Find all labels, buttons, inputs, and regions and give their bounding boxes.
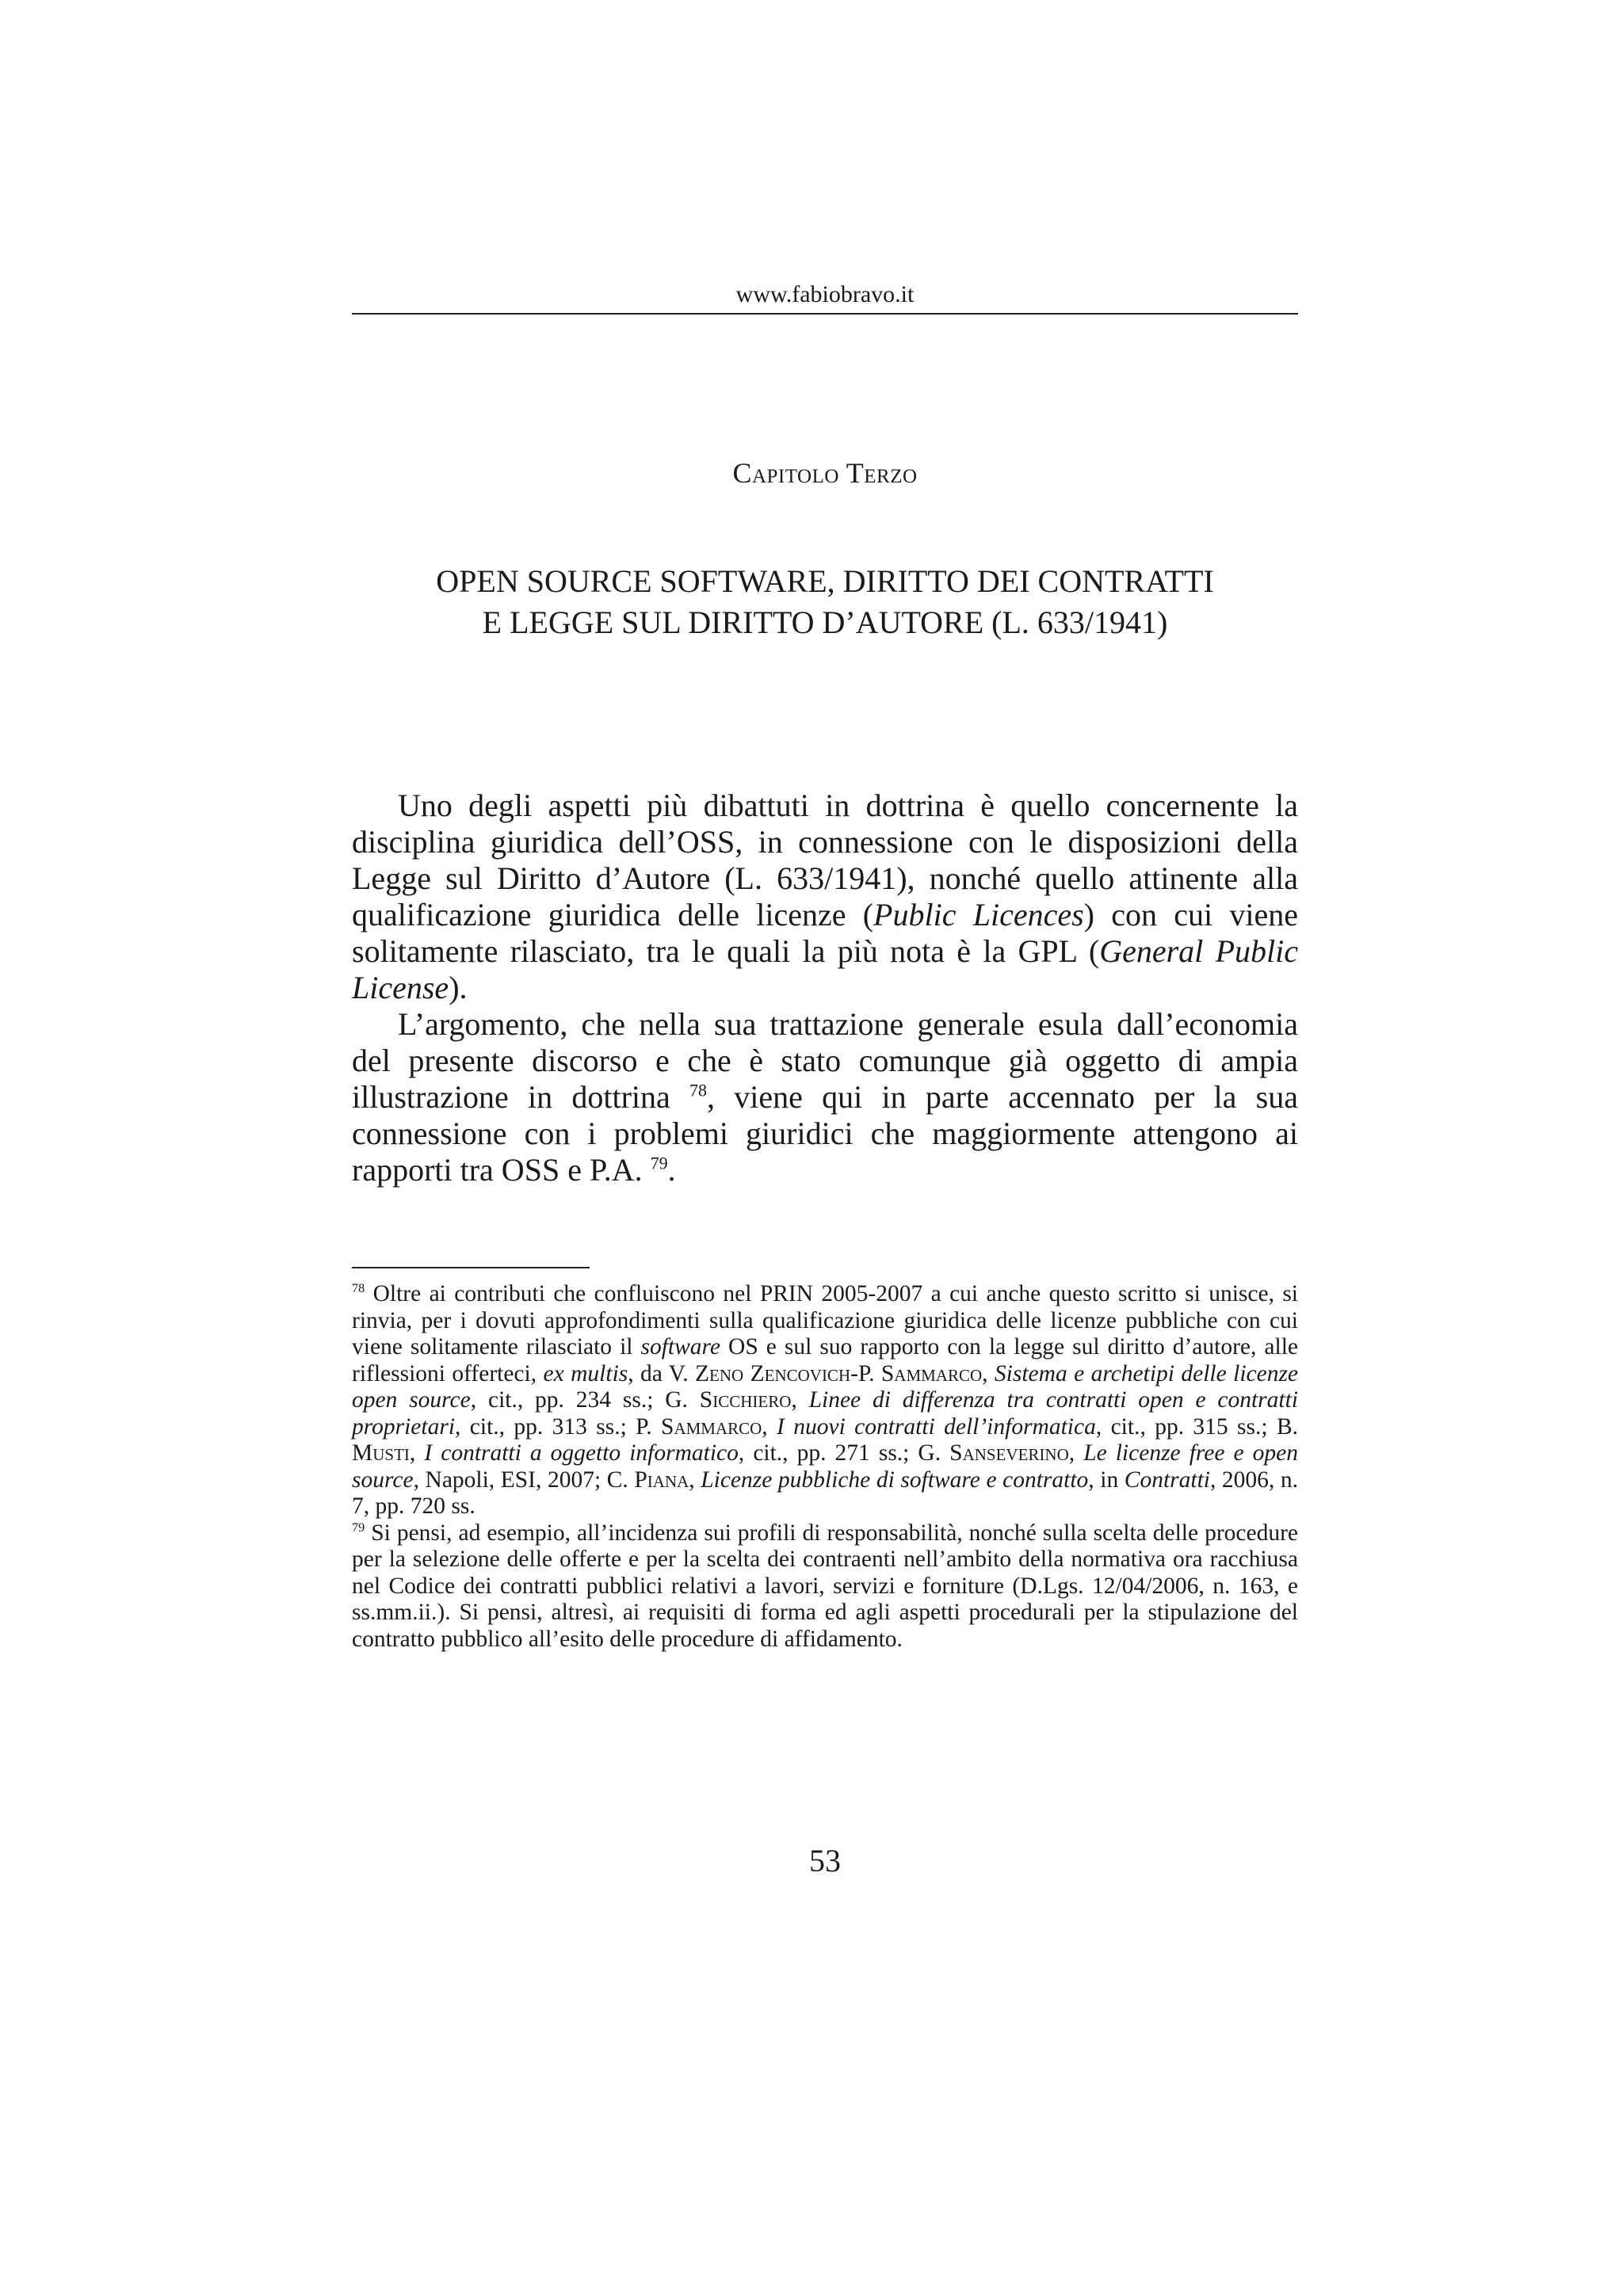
italic-run: I contratti a oggetto informatico: [424, 1440, 739, 1466]
italic-run: Sistema e archetipi delle licenze open source: [352, 1360, 1299, 1413]
running-header: www.fabiobravo.it: [735, 281, 915, 307]
author-name: Sanseverino: [949, 1440, 1069, 1466]
text-run: Uno degli aspetti più dibattuti in dottrina è quello concernente la disciplina giuridica dell’OSS, in connessione con le disposizioni della Legge sul Diritto d’Autore (L. 633/1941), nonché quello attinente alla qualificazione giuridica delle licenze (: [352, 788, 1298, 933]
footnote-number: 78: [352, 1281, 365, 1296]
body-text: [352, 788, 1298, 1188]
text-run: .: [667, 1152, 676, 1188]
text-run: , cit., pp. 313 ss.; P.: [455, 1413, 662, 1440]
text-run: ,: [982, 1360, 995, 1386]
text-run: , cit., pp. 271 ss.; G.: [738, 1440, 950, 1466]
italic-run: ex multis: [543, 1360, 628, 1386]
footnote-78: [352, 1281, 1298, 1520]
text-run: ,: [791, 1387, 809, 1413]
author-name: Sammarco: [880, 1360, 983, 1386]
text-run: Si pensi, ad esempio, all’incidenza sui profili di responsabilità, nonché sulla scelta delle procedure per la selezione delle offerte e per la scelta dei contraenti nell’ambito della normativa ora racchiusa nel Codice dei contratti pubblici relativi a lavori, servizi e forniture (D.Lgs. 12/04/2006, n. 163, e ss.mm.ii.). Si pensi, altresì, ai requisiti di forma ed agli aspetti procedurali per la stipulazione del contratto pubblico all’esito delle procedure di affidamento.: [352, 1520, 1298, 1652]
text-run: , cit., pp. 315 ss.; B.: [1095, 1413, 1299, 1440]
author-name: Piana: [634, 1466, 689, 1493]
italic-run: General Public License: [352, 933, 1298, 1005]
footnote-number: 79: [352, 1520, 365, 1535]
footnote-ref-79[interactable]: 79: [650, 1153, 668, 1173]
chapter-title-line-2: E LEGGE SUL DIRITTO D’AUTORE (L. 633/1941): [482, 605, 1168, 640]
body-paragraph-2: [352, 1006, 1298, 1188]
page-number: 53: [809, 1843, 841, 1878]
text-run: ,: [689, 1466, 701, 1493]
italic-run: Linee di differenza tra contratti open e contratti proprietari: [352, 1387, 1299, 1440]
text-run: ,: [1068, 1440, 1084, 1466]
header-rule: [352, 313, 1298, 315]
text-run: , in: [1088, 1466, 1125, 1493]
author-name: Sammarco: [661, 1413, 762, 1440]
footnote-79: [352, 1520, 1298, 1653]
text-run: ) con cui viene solitamente rilasciato, tra le quali la più nota è la GPL (: [352, 897, 1299, 969]
italic-run: Public Licences: [873, 897, 1084, 933]
author-name: Zeno Zencovich: [695, 1360, 851, 1386]
text-run: ,: [762, 1413, 777, 1440]
italic-run: Licenze pubbliche di software e contratto: [701, 1466, 1089, 1493]
text-run: , Napoli, ESI, 2007; C.: [413, 1466, 635, 1493]
italic-run: software: [640, 1334, 721, 1360]
body-paragraph-1: [352, 788, 1298, 1006]
chapter-title-line-1: OPEN SOURCE SOFTWARE, DIRITTO DEI CONTRATTI: [436, 563, 1214, 599]
chapter-title: [352, 561, 1298, 643]
text-run: ,: [409, 1440, 425, 1466]
text-run: ).: [449, 970, 468, 1005]
footnotes: [352, 1281, 1298, 1653]
text-run: , 2006, n. 7, pp. 720 ss.: [352, 1466, 1299, 1519]
author-name: Musti: [352, 1440, 410, 1466]
italic-run: I nuovi contratti dell’informatica: [777, 1413, 1096, 1440]
footnote-ref-78[interactable]: 78: [689, 1080, 708, 1100]
text-run: -P.: [850, 1360, 881, 1386]
text-run: L’argomento, che nella sua trattazione generale esula dall’economia del presente discorso e che è stato comunque già oggetto di ampia illustrazione in dottrina: [352, 1006, 1298, 1115]
italic-run: Le licenze free e open source: [352, 1440, 1299, 1493]
chapter-label: Capitolo Terzo: [732, 457, 918, 489]
footnote-separator: [352, 1267, 590, 1268]
text-run: Oltre ai contributi che confluiscono nel PRIN 2005-2007 a cui anche questo scritto si unisce, si rinvia, per i dovuti approfondimenti sulla qualificazione giuridica delle licenze pubbliche con cui viene solitamente rilasciato il: [352, 1281, 1298, 1360]
text-run: , viene qui in parte accennato per la sua connessione con i problemi giuridici che maggiormente attengono ai rapporti tra OSS e P.A.: [352, 1079, 1298, 1188]
italic-run: Contratti: [1124, 1466, 1210, 1493]
text-run: OS e sul suo rapporto con la legge sul diritto d’autore, alle riflessioni offerteci,: [352, 1334, 1298, 1386]
text-run: , da V.: [628, 1360, 696, 1386]
text-run: , cit., pp. 234 ss.; G.: [470, 1387, 700, 1413]
author-name: Sicchiero: [699, 1387, 792, 1413]
